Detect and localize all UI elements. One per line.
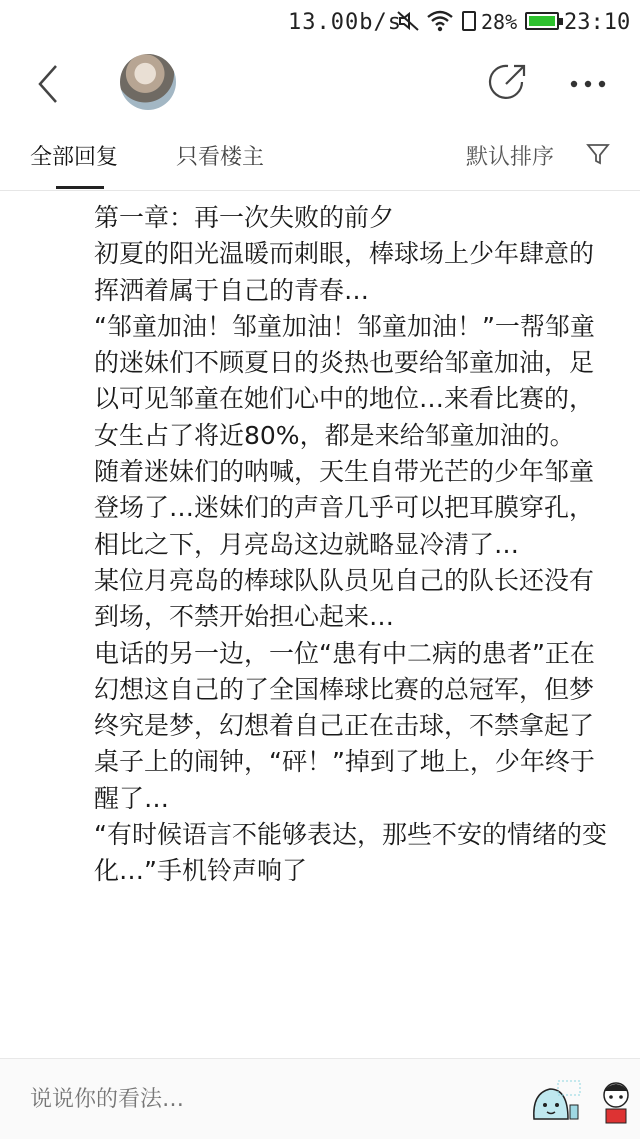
share-icon[interactable]	[486, 60, 530, 104]
mute-icon	[396, 9, 420, 33]
battery-fill	[529, 16, 555, 26]
sort-dropdown[interactable]: 默认排序	[466, 145, 555, 170]
active-tab-underline	[56, 186, 104, 189]
back-arrow-icon[interactable]	[30, 62, 70, 106]
wifi-icon	[426, 9, 454, 33]
post-paragraph: “邹童加油！邹童加油！邹童加油！”一帮邹童的迷妹们不顾夏日的炎热也要给邹童加油，足以可见邹童在她们心中的地位…来看比赛的，女生占了将近80%，都是来给邹童加油的。	[94, 311, 595, 450]
battery-percent: 28%	[481, 10, 518, 34]
post-paragraph: “有时候语言不能够表达，那些不安的情绪的变化…”手机铃声响了	[94, 820, 607, 886]
battery-tip	[559, 18, 563, 25]
post-paragraph: 随着迷妹们的呐喊，天生自带光芒的少年邹童登场了…迷妹们的声音几乎可以把耳膜穿孔，相比之下，月亮岛这边就略显冷清了…	[94, 457, 595, 559]
avatar[interactable]	[120, 54, 176, 110]
post-content	[94, 200, 614, 890]
filter-icon[interactable]	[586, 142, 610, 166]
sim-icon	[462, 11, 476, 31]
comment-input[interactable]	[30, 1079, 450, 1119]
user-sticker-icon[interactable]	[596, 1073, 636, 1129]
post-paragraph: 初夏的阳光温暖而刺眼，棒球场上少年肆意的挥洒着属于自己的青春…	[94, 239, 595, 305]
post-paragraph: 某位月亮岛的棒球队队员见自己的队长还没有到场，不禁开始担心起来…	[94, 565, 595, 632]
network-speed: 13.00b/s	[288, 10, 402, 35]
tab-op-only[interactable]: 只看楼主	[176, 145, 265, 170]
clock: 23:10	[564, 10, 631, 35]
status-bar	[0, 0, 640, 44]
top-header	[0, 44, 640, 124]
comment-bar	[0, 1058, 640, 1139]
reply-tabs	[0, 124, 640, 191]
more-icon[interactable]	[568, 64, 608, 104]
emoji-icon[interactable]	[528, 1075, 584, 1125]
post-paragraph: 电话的另一边，一位“患有中二病的患者”正在幻想这自己的了全国棒球比赛的总冠军，但梦终究是梦，幻想着自己正在击球，不禁拿起了桌子上的闹钟，“砰！”掉到了地上，少年终于醒了…	[94, 638, 595, 813]
battery-icon	[525, 12, 559, 30]
post-paragraph: 第一章：再一次失败的前夕	[94, 203, 395, 232]
tab-all-replies[interactable]: 全部回复	[30, 145, 119, 170]
